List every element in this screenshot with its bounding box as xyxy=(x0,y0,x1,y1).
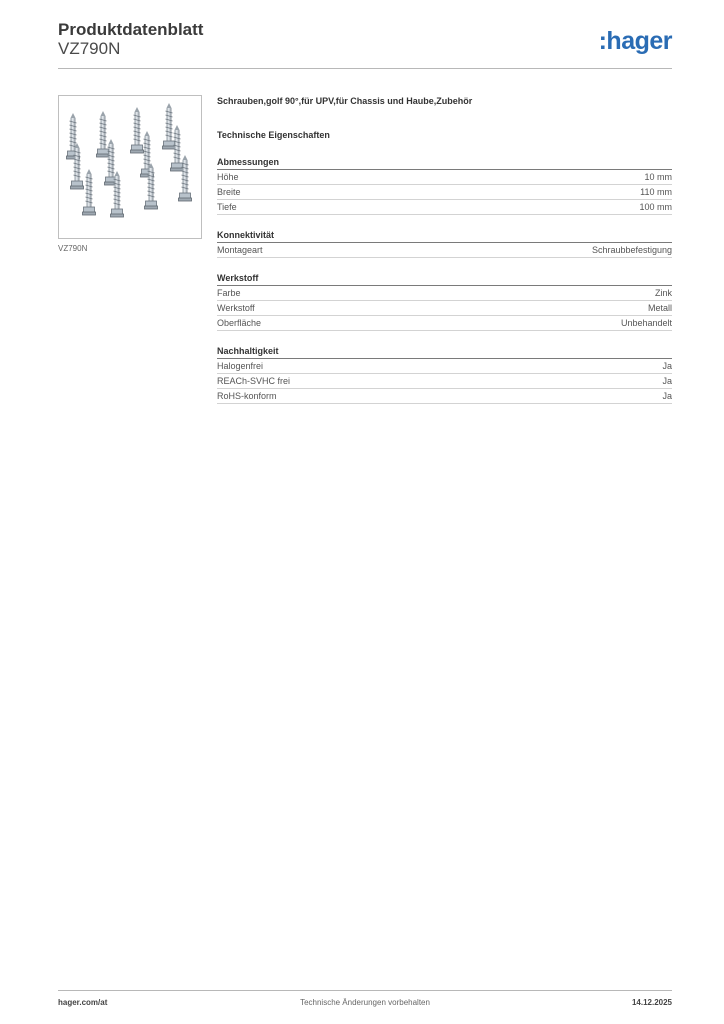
property-row xyxy=(217,389,672,404)
section-title: Abmessungen xyxy=(217,156,672,170)
property-row xyxy=(217,185,672,200)
property-row xyxy=(217,286,672,301)
property-label: RoHS-konform xyxy=(217,391,277,401)
article-number: VZ790N xyxy=(58,39,121,58)
property-label: Montageart xyxy=(217,245,263,255)
property-value: Ja xyxy=(662,361,672,371)
property-label: Breite xyxy=(217,187,241,197)
technical-properties-heading: Technische Eigenschaften xyxy=(217,130,330,140)
property-value: Schraubbefestigung xyxy=(591,245,672,255)
header-divider xyxy=(58,68,672,69)
property-value: 10 mm xyxy=(644,172,672,182)
property-row xyxy=(217,243,672,258)
property-row xyxy=(217,170,672,185)
section-title: Werkstoff xyxy=(217,272,672,286)
image-caption: VZ790N xyxy=(58,244,88,253)
product-details xyxy=(217,96,672,404)
page-footer xyxy=(58,998,672,1012)
section-material xyxy=(217,272,672,331)
property-label: Höhe xyxy=(217,172,239,182)
property-label: REACh-SVHC frei xyxy=(217,376,291,386)
screws-product-image xyxy=(59,96,201,238)
property-label: Farbe xyxy=(217,288,241,298)
property-value: Zink xyxy=(654,288,672,298)
property-value: Ja xyxy=(662,376,672,386)
product-image xyxy=(58,95,202,239)
property-label: Werkstoff xyxy=(217,303,255,313)
property-row xyxy=(217,200,672,215)
section-title: Nachhaltigkeit xyxy=(217,345,672,359)
product-description: Schrauben,golf 90°,für UPV,für Chassis und Haube,Zubehör xyxy=(217,96,473,106)
section-connectivity xyxy=(217,229,672,258)
section-title: Konnektivität xyxy=(217,229,672,243)
document-title: Produktdatenblatt xyxy=(58,20,204,39)
section-dimensions xyxy=(217,156,672,215)
footer-notice: Technische Änderungen vorbehalten xyxy=(300,998,430,1007)
property-value: Metall xyxy=(647,303,672,313)
property-row xyxy=(217,301,672,316)
property-value: 110 mm xyxy=(640,187,672,197)
property-value: Unbehandelt xyxy=(620,318,672,328)
property-row xyxy=(217,359,672,374)
section-sustainability xyxy=(217,345,672,404)
property-label: Tiefe xyxy=(217,202,237,212)
footer-website-link[interactable]: hager.com/at xyxy=(58,998,108,1007)
property-row xyxy=(217,316,672,331)
property-row xyxy=(217,374,672,389)
property-label: Oberfläche xyxy=(217,318,262,328)
footer-date: 14.12.2025 xyxy=(631,998,672,1007)
property-label: Halogenfrei xyxy=(217,361,264,371)
property-value: 100 mm xyxy=(639,202,672,212)
property-value: Ja xyxy=(662,391,672,401)
footer-divider xyxy=(58,990,672,991)
hager-logo: :hager xyxy=(598,27,672,55)
page-header xyxy=(58,20,672,70)
